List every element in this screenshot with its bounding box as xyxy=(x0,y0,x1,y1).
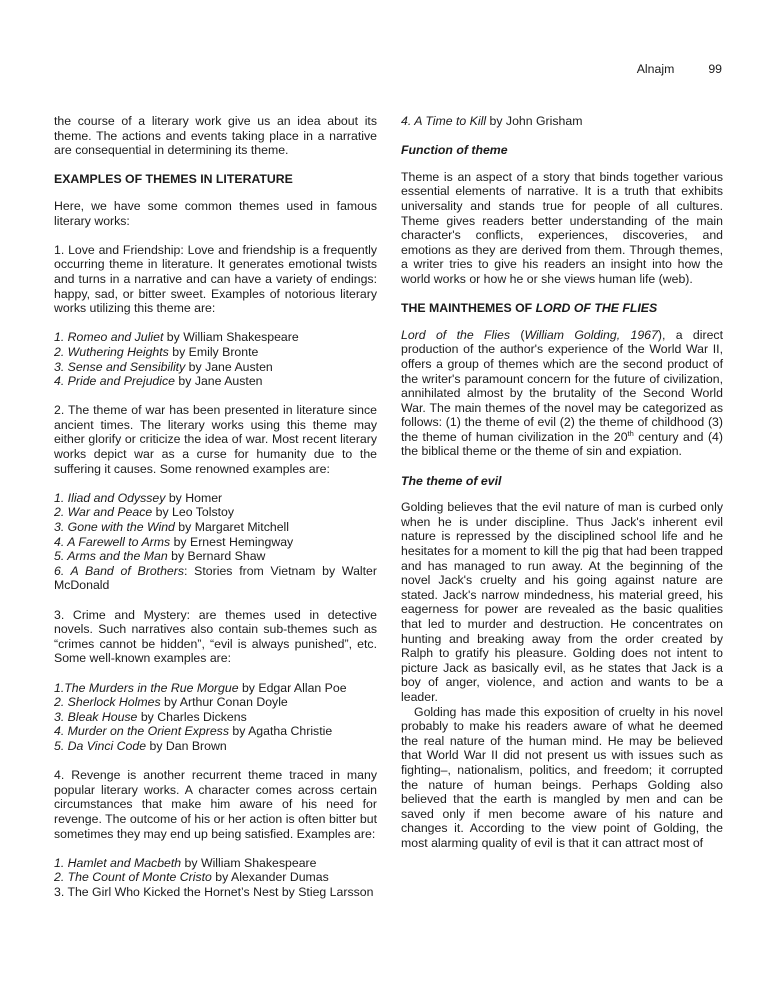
list-item xyxy=(54,885,377,900)
text-run: Lord of the Flies xyxy=(401,327,510,342)
list-item xyxy=(54,739,377,754)
text-run: by Jane Austen xyxy=(175,374,263,389)
list-item xyxy=(54,695,377,710)
list-item xyxy=(54,549,377,564)
paragraph xyxy=(54,199,377,228)
text-run: 4. A Time to Kill xyxy=(401,114,487,128)
list-item xyxy=(54,491,377,506)
text-run: 4. Pride and Prejudice xyxy=(54,374,175,389)
text-run: by Edgar Allan Poe xyxy=(238,680,347,695)
book-list xyxy=(401,114,723,129)
text-run: 3. Crime and Mystery: are themes used in detective novels. Such narratives also contain sub-themes such as “crimes cannot be hidden”, “evil is always punished”, etc. Some well-known examples are: xyxy=(54,607,377,666)
book-list xyxy=(54,856,377,900)
text-run: by Arthur Conan Doyle xyxy=(160,695,288,710)
text-run: 2. The Count of Monte Cristo xyxy=(54,870,212,885)
text-run: 6. A Band of Brothers xyxy=(54,563,184,578)
list-item xyxy=(54,520,377,535)
text-run: 1. Romeo and Juliet xyxy=(54,330,164,345)
text-run: Theme is an aspect of a story that binds together various essential elements of narrative. It is a truth that exhibits universality and stands true for people of all cultures. Theme gives readers better understanding of the main character's conflicts, experiences, discoveries, and emotions as they are derived from them. Through themes, a writer tries to give his readers an insight into how the world works or how he or she views human life (web). xyxy=(401,169,723,286)
text-run: LORD OF THE FLIES xyxy=(535,301,658,316)
section-heading xyxy=(401,143,723,158)
list-item xyxy=(54,330,377,345)
book-list xyxy=(54,681,377,754)
text-run: 1.The Murders in the Rue Morgue xyxy=(54,680,239,695)
text-run: 1. Love and Friendship: Love and friendship is a frequently occurring theme in literature. It generates emotional twists and turns in a narrative and can have a variety of endings: happy, sad, or bitter sweet. Examples of notorious literary works utilizing this theme are: xyxy=(54,242,377,316)
paragraph xyxy=(54,768,377,841)
text-run: by John Grisham xyxy=(486,114,583,128)
text-run: 3. Bleak House xyxy=(54,709,138,724)
text-run: 3. The Girl Who Kicked the Hornet’s Nest by Stieg Larsson xyxy=(54,884,374,899)
paragraph xyxy=(54,114,377,158)
text-run: century and (4) the biblical theme or the theme of sin and expiation. xyxy=(401,429,723,459)
right-column xyxy=(401,114,723,914)
text-run: 2. Wuthering Heights xyxy=(54,344,169,359)
paragraph xyxy=(401,170,723,287)
text-run: Here, we have some common themes used in famous literary works: xyxy=(54,198,377,228)
text-run: ), a direct production of the author's experience of the World War II, offers a group of themes which are the second product of the writer's paramount concern for the future of civilization, annihilated almost by the brutality of the Second World War. The main themes of the novel may be categorized as follows: (1) the theme of evil (2) the theme of childhood (3) the theme of human civilization in the 20 xyxy=(401,327,723,444)
list-item xyxy=(54,345,377,360)
text-run: by Dan Brown xyxy=(146,738,227,753)
list-item xyxy=(54,681,377,696)
text-run: THE MAINTHEMES OF xyxy=(401,301,536,316)
text-run: by Charles Dickens xyxy=(137,709,247,724)
text-run: 1. Hamlet and Macbeth xyxy=(54,855,182,870)
text-run: 2. Sherlock Holmes xyxy=(54,695,161,710)
list-item xyxy=(54,724,377,739)
journal-name: Alnajm xyxy=(636,62,675,76)
text-run: William Golding, 1967 xyxy=(524,327,658,342)
text-run: by Ernest Hemingway xyxy=(170,534,294,549)
list-item xyxy=(54,505,377,520)
text-run: Golding has made this exposition of cruelty in his novel probably to make his readers aware of what he deemed the real nature of the human mind. He may be believed that World War II did not present us with issues such as fighting–, nationalism, politics, and freedom; it corrupted the nature of human beings. Perhaps Golding also believed that the earth is mangled by men and can be saved only if men become aware of his nature and changes it. According to the view point of Golding, the most alarming quality of evil is that it can attract most of xyxy=(401,704,723,850)
page-body xyxy=(54,114,723,914)
list-item xyxy=(401,114,723,129)
text-run: 2. War and Peace xyxy=(54,505,153,520)
text-run: 3. Gone with the Wind xyxy=(54,520,175,535)
paragraph xyxy=(401,705,723,851)
paragraph xyxy=(401,500,723,704)
text-run: Golding believes that the evil nature of man is curbed only when he is under discipline. Thus Jack's inherent evil nature is repressed by the disciplined school life and he hesitates for a moment to kill the pig that had been trapped and has managed to run away. At the beginning of the novel Jack's cruelty and his going against nature are stated. Jack's narrow mindedness, his material greed, his eagerness for power are revealed as the basic qualities that led to murder and destruction. He concentrates on hunting and breaking away from the order created by Ralph to gratify his pleasure. Golding does not intent to picture Jack as basically evil, as he states that Jack is a boy of anger, violence, and action and wants to be a leader. xyxy=(401,500,723,704)
text-run: by Agatha Christie xyxy=(228,724,333,739)
text-run: by Leo Tolstoy xyxy=(152,505,235,520)
page-number: 99 xyxy=(708,62,722,76)
text-run: EXAMPLES OF THEMES IN LITERATURE xyxy=(54,172,293,187)
text-run: by Alexander Dumas xyxy=(211,870,329,885)
text-run: 5. Da Vinci Code xyxy=(54,738,147,753)
text-run: by Homer xyxy=(165,490,223,505)
list-item xyxy=(54,374,377,389)
book-list xyxy=(54,491,377,593)
section-heading xyxy=(401,474,723,489)
list-item xyxy=(54,535,377,550)
paragraph xyxy=(54,243,377,316)
text-run: : Stories from Vietnam by Walter McDonald xyxy=(54,563,377,593)
book-list xyxy=(54,330,377,388)
text-run: by Jane Austen xyxy=(185,359,273,374)
list-item xyxy=(54,870,377,885)
text-run: by Emily Bronte xyxy=(168,344,259,359)
section-heading xyxy=(401,301,723,316)
list-item xyxy=(54,710,377,725)
text-run: by Margaret Mitchell xyxy=(174,520,289,535)
paragraph xyxy=(54,403,377,476)
text-run: Function of theme xyxy=(401,143,508,158)
text-run: 4. Murder on the Orient Express xyxy=(54,724,229,739)
text-run: 1. Iliad and Odyssey xyxy=(54,490,166,505)
text-run: by William Shakespeare xyxy=(163,330,299,345)
list-item xyxy=(54,856,377,871)
paragraph xyxy=(401,328,723,459)
text-run: 4. Revenge is another recurrent theme traced in many popular literary works. A character comes across certain circumstances that make him aware of his need for revenge. The outcome of his or her action is often bitter but sometimes they may end up being satisfied. Examples are: xyxy=(54,768,377,841)
section-heading xyxy=(54,172,377,187)
text-run: The theme of evil xyxy=(401,473,502,488)
list-item xyxy=(54,360,377,375)
list-item xyxy=(54,564,377,593)
text-run: 3. Sense and Sensibility xyxy=(54,359,186,374)
text-run: by Bernard Shaw xyxy=(167,549,266,564)
text-run: ( xyxy=(510,327,525,342)
text-run: 5. Arms and the Man xyxy=(54,549,168,564)
left-column xyxy=(54,114,377,914)
text-run: the course of a literary work give us an idea about its theme. The actions and events taking place in a narrative are consequential in determining its theme. xyxy=(54,114,377,158)
text-run: 2. The theme of war has been presented in literature since ancient times. The literary works using this theme may either glorify or criticize the idea of war. Most recent literary works depict war as a curse for humanity due to the suffering it causes. Some renowned examples are: xyxy=(54,403,377,476)
text-run: 4. A Farewell to Arms xyxy=(54,534,171,549)
paragraph xyxy=(54,608,377,666)
superscript-text: th xyxy=(627,428,634,438)
text-run: by William Shakespeare xyxy=(181,855,317,870)
running-header xyxy=(0,62,722,77)
